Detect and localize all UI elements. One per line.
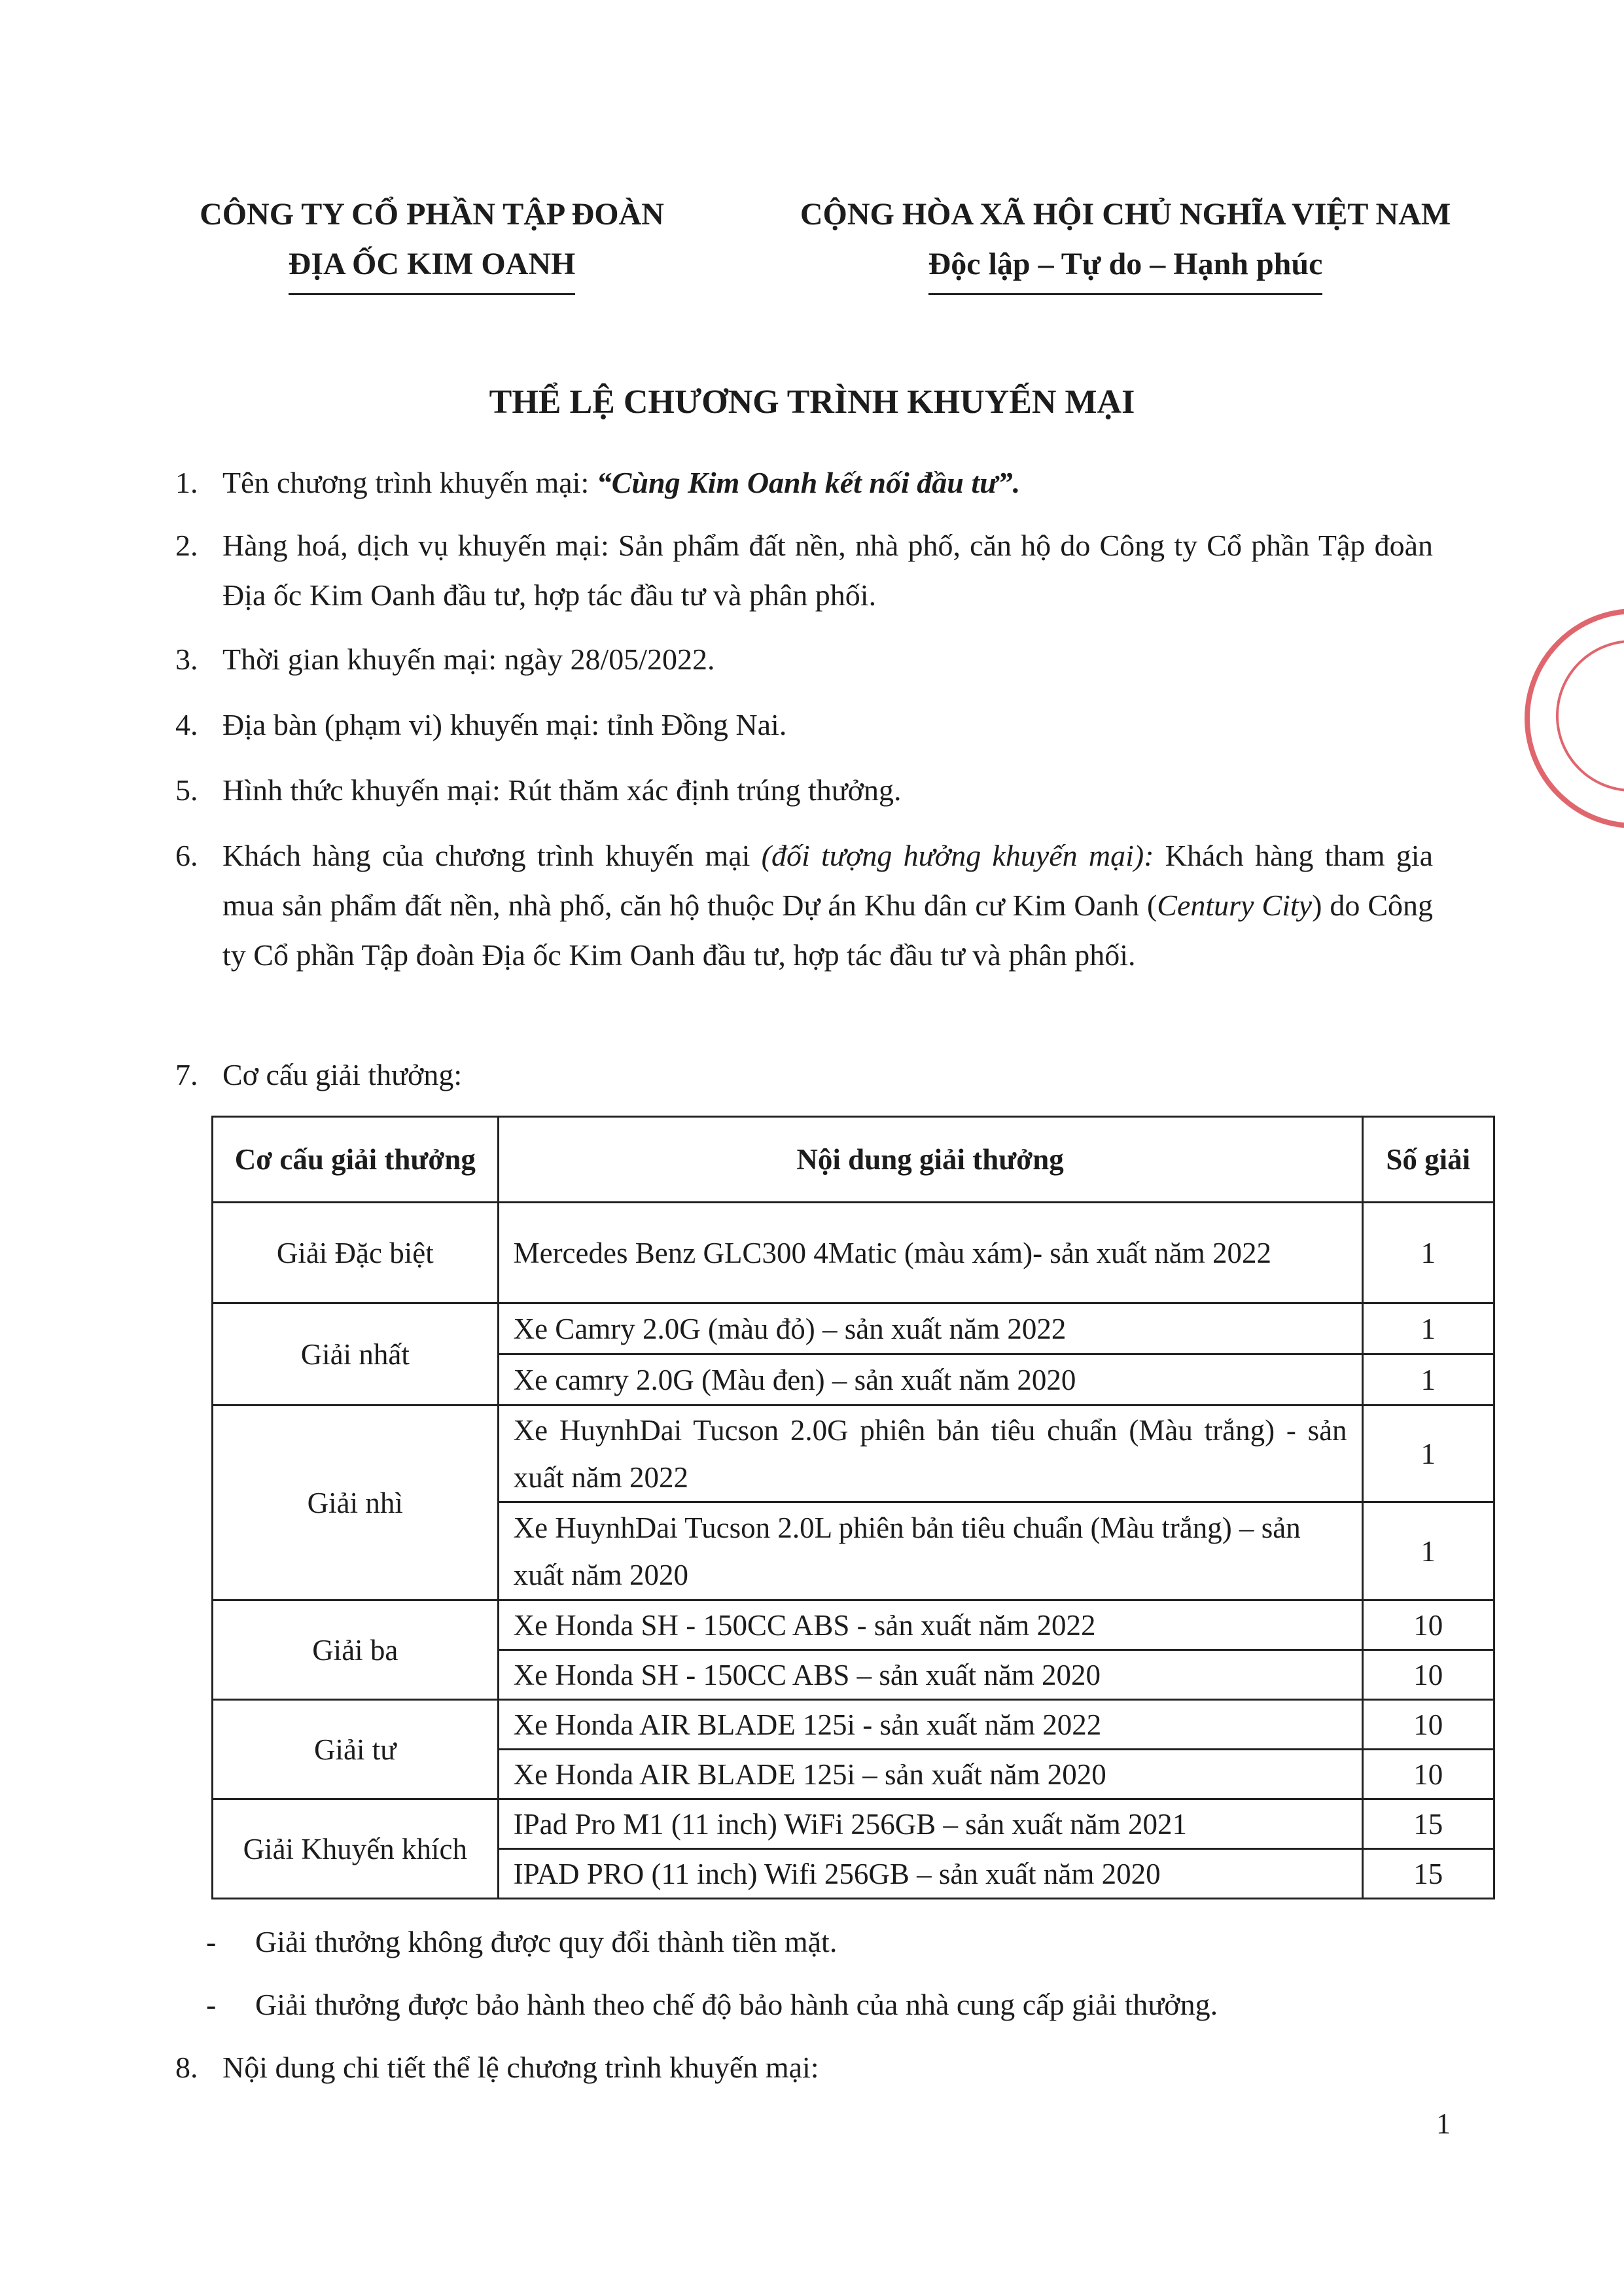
item-label: Tên chương trình khuyến mại: <box>222 466 597 499</box>
republic-name: CỘNG HÒA XÃ HỘI CHỦ NGHĨA VIỆT NAM <box>800 197 1451 232</box>
company-header <box>177 190 687 295</box>
company-name-line1: CÔNG TY CỔ PHẦN TẬP ĐOÀN <box>200 197 664 232</box>
prize-count: 10 <box>1362 1700 1494 1750</box>
item-number: 2. <box>175 529 198 562</box>
item-4 <box>175 700 1433 750</box>
note-text: Giải thưởng được bảo hành theo chế độ bảo hành của nhà cung cấp giải thưởng. <box>255 1988 1218 2021</box>
header-content: Nội dung giải thưởng <box>498 1117 1362 1203</box>
item-8 <box>175 2043 1433 2093</box>
prize-count: 10 <box>1362 1750 1494 1799</box>
table-row <box>213 1303 1494 1354</box>
national-motto: Độc lập – Tự do – Hạnh phúc <box>928 239 1323 295</box>
prize-count: 1 <box>1362 1354 1494 1405</box>
item-2 <box>175 521 1433 620</box>
item-number: 6. <box>175 839 198 872</box>
prize-content: Xe Honda AIR BLADE 125i - sản xuất năm 2022 <box>498 1700 1362 1750</box>
prize-category: Giải nhất <box>213 1303 499 1405</box>
table-row <box>213 1405 1494 1502</box>
note-dash: - <box>206 1988 217 2021</box>
item-1 <box>175 458 1433 508</box>
prize-count: 15 <box>1362 1799 1494 1849</box>
prize-content: Xe Honda SH - 150CC ABS – sản xuất năm 2020 <box>498 1650 1362 1700</box>
item-text: Hàng hoá, dịch vụ khuyến mại: Sản phẩm đất nền, nhà phố, căn hộ do Công ty Cổ phần Tập đoàn Địa ốc Kim Oanh đầu tư, hợp tác đầu tư và phân phối. <box>222 529 1433 612</box>
prize-content: IPad Pro M1 (11 inch) WiFi 256GB – sản xuất năm 2021 <box>498 1799 1362 1849</box>
prize-content: Xe Honda AIR BLADE 125i – sản xuất năm 2020 <box>498 1750 1362 1799</box>
item-number: 3. <box>175 643 198 676</box>
document-title: THỂ LỆ CHƯƠNG TRÌNH KHUYẾN MẠI <box>489 383 1135 421</box>
page-number: 1 <box>1436 2108 1451 2140</box>
prize-content: Xe HuynhDai Tucson 2.0L phiên bản tiêu chuẩn (Màu trắng) – sản xuất năm 2020 <box>498 1502 1362 1600</box>
prize-content: Xe camry 2.0G (Màu đen) – sản xuất năm 2020 <box>498 1354 1362 1405</box>
item-number: 5. <box>175 773 198 807</box>
item-label-italic: (đối tượng hưởng khuyến mại): <box>761 839 1154 872</box>
note-dash: - <box>206 1925 217 1958</box>
seal-inner-ring <box>1556 640 1624 792</box>
prize-category: Giải ba <box>213 1600 499 1700</box>
prize-category: Giải Khuyến khích <box>213 1799 499 1899</box>
item-label: Khách hàng của chương trình khuyến mại <box>222 839 762 872</box>
table-row <box>213 1203 1494 1303</box>
prize-content: Xe HuynhDai Tucson 2.0G phiên bản tiêu chuẩn (Màu trắng) - sản xuất năm 2022 <box>498 1405 1362 1502</box>
prize-category: Giải tư <box>213 1700 499 1799</box>
prize-table <box>211 1116 1495 1899</box>
national-header <box>772 190 1479 295</box>
table-header-row <box>213 1117 1494 1203</box>
item-text: Địa bàn (phạm vi) khuyến mại: tỉnh Đồng Nai. <box>222 708 787 741</box>
table-row <box>213 1700 1494 1750</box>
prize-content: IPAD PRO (11 inch) Wifi 256GB – sản xuất năm 2020 <box>498 1849 1362 1899</box>
prize-content: Mercedes Benz GLC300 4Matic (màu xám)- sản xuất năm 2022 <box>498 1203 1362 1303</box>
prize-count: 15 <box>1362 1849 1494 1899</box>
prize-count: 1 <box>1362 1303 1494 1354</box>
item-number: 8. <box>175 2051 198 2084</box>
item-text: Hình thức khuyến mại: Rút thăm xác định trúng thưởng. <box>222 773 902 807</box>
company-seal <box>1525 609 1624 828</box>
item-number: 1. <box>175 466 198 499</box>
header-count: Số giải <box>1362 1117 1494 1203</box>
prize-count: 1 <box>1362 1502 1494 1600</box>
table-row <box>213 1799 1494 1849</box>
project-name: Century City <box>1157 889 1313 922</box>
item-text: Thời gian khuyến mại: ngày 28/05/2022. <box>222 643 715 676</box>
item-7 <box>175 1050 1433 1100</box>
prize-count: 1 <box>1362 1405 1494 1502</box>
item-text-cont: ) do Công ty Cổ phần Tập đoàn Địa ốc Kim Oanh đầu tư, hợp tác đầu tư và phân phối. <box>222 889 1433 972</box>
prize-count: 10 <box>1362 1650 1494 1700</box>
table-row <box>213 1600 1494 1650</box>
prize-content: Xe Camry 2.0G (màu đỏ) – sản xuất năm 2022 <box>498 1303 1362 1354</box>
item-number: 4. <box>175 708 198 741</box>
item-text: Nội dung chi tiết thể lệ chương trình khuyến mại: <box>222 2051 819 2084</box>
prize-count: 10 <box>1362 1600 1494 1650</box>
item-text: Cơ cấu giải thưởng: <box>222 1058 463 1091</box>
prize-category: Giải Đặc biệt <box>213 1203 499 1303</box>
prize-category: Giải nhì <box>213 1405 499 1600</box>
item-text: Khách hàng tham gia mua sản phẩm đất nền, nhà phố, căn hộ thuộc Dự án Khu dân cư Kim Oanh ( <box>222 839 1433 922</box>
prize-content: Xe Honda SH - 150CC ABS - sản xuất năm 2022 <box>498 1600 1362 1650</box>
item-5 <box>175 766 1433 815</box>
item-number: 7. <box>175 1058 198 1091</box>
prize-count: 1 <box>1362 1203 1494 1303</box>
item-3 <box>175 635 1433 684</box>
program-name: “Cùng Kim Oanh kết nối đầu tư”. <box>596 466 1021 499</box>
note-text: Giải thưởng không được quy đổi thành tiền mặt. <box>255 1925 838 1958</box>
company-name-line2: ĐỊA ỐC KIM OANH <box>289 239 576 295</box>
item-6 <box>175 831 1433 980</box>
header-category: Cơ cấu giải thưởng <box>213 1117 499 1203</box>
